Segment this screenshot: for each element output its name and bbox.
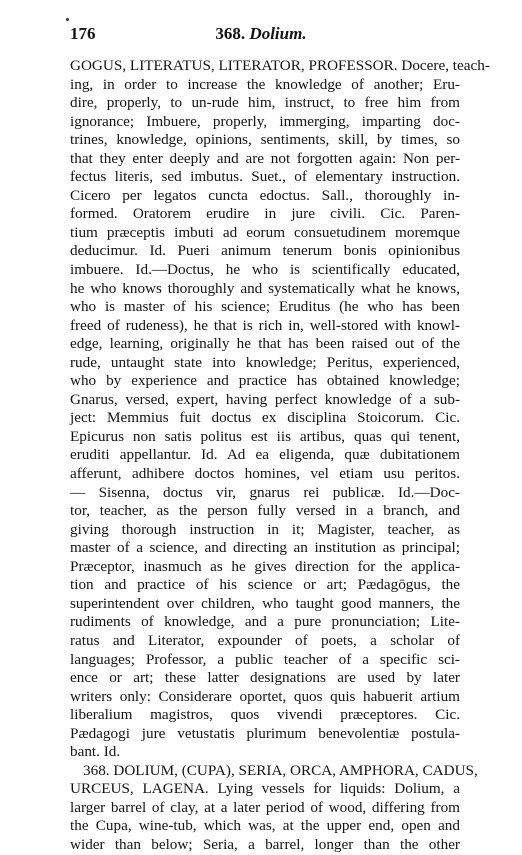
text-line: Pædagogi jure vetustatis plurimum benevolentiæ postula- <box>70 724 460 742</box>
text-line: that they enter deeply and are not forgotten again: Non per- <box>70 149 460 167</box>
text-line: liberalium magistros, quos vivendi præceptores. Cic. <box>70 706 460 724</box>
text-line: rude, untaught state into knowledge; Peritus, experienced, <box>70 353 460 371</box>
text-line: Cicero per legatos cuncta edoctus. Sall., thoroughly in- <box>70 186 460 204</box>
text-line: 368. DOLIUM, (CUPA), SERIA, ORCA, AMPHORA, CADUS, <box>83 761 478 779</box>
text-line: fectus literis, sed imbutus. Suet., of elementary instruction. <box>70 168 460 186</box>
text-line: Gnarus, versed, expert, having perfect knowledge of a sub- <box>70 390 460 408</box>
text-line: ignorance; Imbuere, properly, immerging, imparting doc- <box>70 112 460 130</box>
text-line: formed. Oratorem erudire in jure civili. Cic. Paren- <box>70 205 460 223</box>
text-line: Epicurus non satis politus est iis artibus, quas qui tenent, <box>70 427 460 445</box>
text-line: afferunt, adhibere doctos homines, vel etiam usu peritos. <box>70 465 460 483</box>
text-line: ratus and Literator, expounder of poets, a scholar of <box>70 631 460 649</box>
text-line: trines, knowledge, opinions, sentiments, skill, by times, so <box>70 131 460 149</box>
text-line: wider than below; Seria, a barrel, longer than the other <box>70 835 460 853</box>
text-line: rudiments of knowledge, and a pure pronunciation; Lite- <box>70 613 460 631</box>
body-text <box>70 57 490 855</box>
page-number: 176 <box>70 24 96 43</box>
text-line: who is master of his science; Eruditus (he who has been <box>70 298 460 316</box>
running-head-number: 368. <box>215 24 246 43</box>
text-line: languages; Professor, a public teacher of a specific sci- <box>70 650 460 668</box>
text-line: — Sisenna, doctus vir, gnarus rei publicæ. Id.—Doc- <box>70 483 460 501</box>
text-line: eruditi appellantur. Id. Ad ea eligenda, quæ dubitationem <box>70 446 460 464</box>
text-line: tium præceptis imbuti ad eorum consuetudinem moremque <box>70 223 460 241</box>
text-line: ject: Memmius fuit doctus ex disciplina Stoicorum. Cic. <box>70 409 460 427</box>
text-line: tor, teacher, as the person fully versed in a branch, and <box>70 502 460 520</box>
ink-speck <box>66 18 69 21</box>
text-line: freed of rudeness), he that is rich in, well-stored with knowl- <box>70 316 460 334</box>
text-line: GOGUS, LITERATUS, LITERATOR, PROFESSOR. Docere, teach- <box>70 57 490 74</box>
text-line: ing, in order to increase the knowledge of another; Eru- <box>70 75 460 93</box>
text-line: tion and practice of his science or art; Pædagōgus, the <box>70 576 460 594</box>
text-line: URCEUS, LAGENA. Lying vessels for liquids: Dolium, a <box>70 780 460 798</box>
text-line: giving thorough instruction in it; Magister, teacher, as <box>70 520 460 538</box>
text-line: who by experience and practice has obtained knowledge; <box>70 372 460 390</box>
text-line: edge, learning, originally he that has been raised out of the <box>70 335 460 353</box>
running-head-title: Dolium. <box>249 24 307 43</box>
text-line: he who knows thoroughly and systematically what he knows, <box>70 279 460 297</box>
text-line: dire, properly, to un-rude him, instruct, to free him from <box>70 94 460 112</box>
text-line: larger barrel of clay, at a later period of wood, differing from <box>70 798 460 816</box>
running-head <box>0 24 522 44</box>
text-line: ence or art; these latter designations are used by later <box>70 669 460 687</box>
text-line: deducimur. Id. Pueri animum tenerum bonis opinionibus <box>70 242 460 260</box>
text-line: superintendent over children, who taught good manners, the <box>70 594 460 612</box>
text-line: bant. Id. <box>70 743 121 761</box>
text-line: master of a science, and directing an institution as principal; <box>70 539 460 557</box>
text-line: writers only: Considerare oportet, quos quis habuerit artium <box>70 687 460 705</box>
text-line: imbuere. Id.—Doctus, he who is scientifically educated, <box>70 261 460 279</box>
text-line: Præceptor, inasmuch as he gives direction for the applica- <box>70 557 460 575</box>
text-line: the Cupa, wine-tub, which was, at the upper end, open and <box>70 817 460 835</box>
